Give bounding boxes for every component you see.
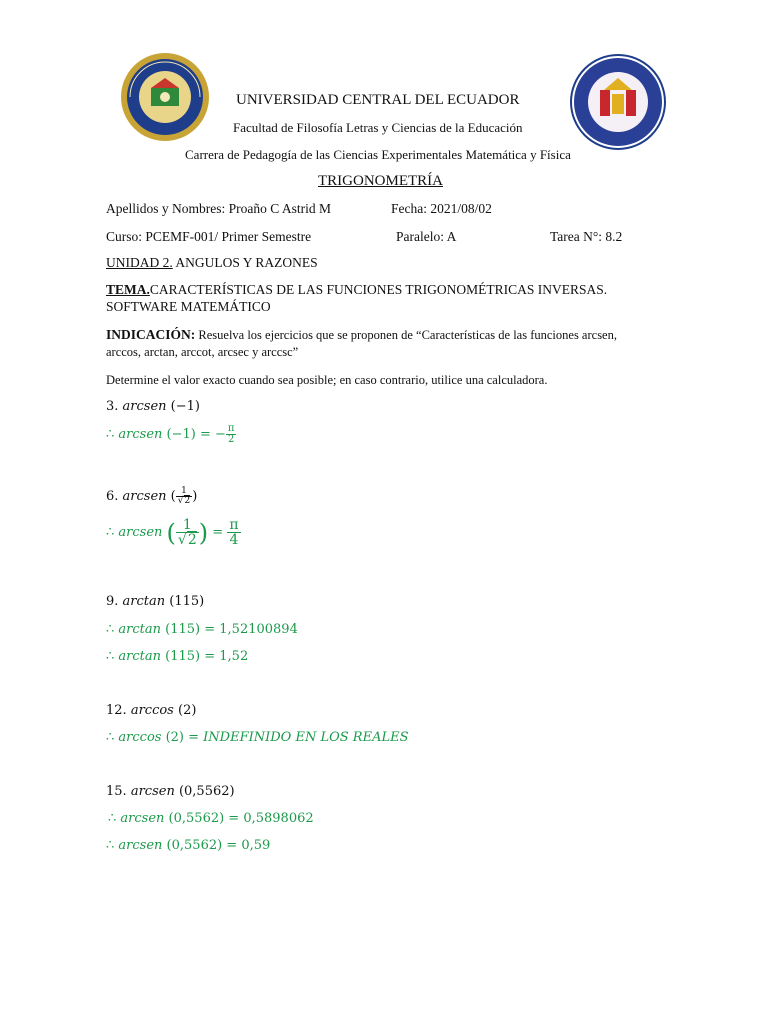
exercise-6: 6. arcsen ( $\frac{1}{√2}$ ) — [106, 486, 198, 506]
exercise-15: 15. arcsen (0,5562) — [106, 784, 235, 799]
indication-line-2: arccos, arctan, arccot, arcsec y arccsc” — [106, 345, 299, 359]
answer-9-full: ∴ arctan (115) = 1,52100894 — [106, 622, 298, 637]
indication-line-1 — [106, 327, 617, 343]
answer-15-rounded: ∴ arcsen (0,5562) = 0,59 — [106, 838, 271, 853]
answer-12: ∴ arccos (2) = INDEFINIDO EN LOS REALES — [106, 730, 409, 745]
unit-text: ANGULOS Y RAZONES — [172, 255, 318, 270]
indication-label: INDICACIÓN: — [106, 327, 196, 342]
topic-text: CARACTERÍSTICAS DE LAS FUNCIONES TRIGONOMÉTRICAS INVERSAS. — [149, 282, 608, 297]
university-seal-logo — [120, 52, 210, 142]
task-number: Tarea N°: 8.2 — [550, 229, 623, 244]
unit-label: UNIDAD 2. — [106, 255, 173, 270]
course-info: Curso: PCEMF-001/ Primer Semestre — [106, 229, 312, 244]
submission-date: Fecha: 2021/08/02 — [391, 201, 492, 216]
topic-line-2: SOFTWARE MATEMÁTICO — [106, 299, 271, 314]
exercise-3: 3. arcsen (−1) — [106, 399, 200, 414]
answer-6: ∴ arcsen ( $\frac{1}{√2}$ ) = $\frac{\pi}{4}$ — [106, 517, 239, 548]
exercise-12: 12. arccos (2) — [106, 703, 197, 718]
student-name: Apellidos y Nombres: Proaño C Astrid M — [106, 201, 331, 216]
parallel-info: Paralelo: A — [396, 229, 457, 244]
exercise-9: 9. arctan (115) — [106, 594, 205, 609]
topic-line-1 — [106, 282, 662, 298]
faculty-seal-logo — [570, 54, 666, 150]
unit-heading — [106, 255, 318, 271]
career-title: Carrera de Pedagogía de las Ciencias Experimentales Matemática y Física — [185, 147, 571, 162]
faculty-title: Facultad de Filosofía Letras y Ciencias de la Educación — [233, 120, 523, 135]
answer-9-rounded: ∴ arctan (115) = 1,52 — [106, 649, 249, 664]
subject-title: TRIGONOMETRÍA — [318, 173, 443, 189]
answer-15-full: ∴ arcsen (0,5562) = 0,5898062 — [108, 811, 314, 826]
topic-label: TEMA. — [106, 282, 150, 297]
university-title: UNIVERSIDAD CENTRAL DEL ECUADOR — [236, 92, 520, 108]
answer-3: ∴ arcsen (−1) = − $\frac{\pi}{2}$ — [106, 423, 235, 445]
instruction-text: Determine el valor exacto cuando sea posible; en caso contrario, utilice una calculadora. — [106, 373, 548, 387]
indication-text: Resuelva los ejercicios que se proponen de “Características de las funciones arcsen, — [195, 328, 617, 342]
